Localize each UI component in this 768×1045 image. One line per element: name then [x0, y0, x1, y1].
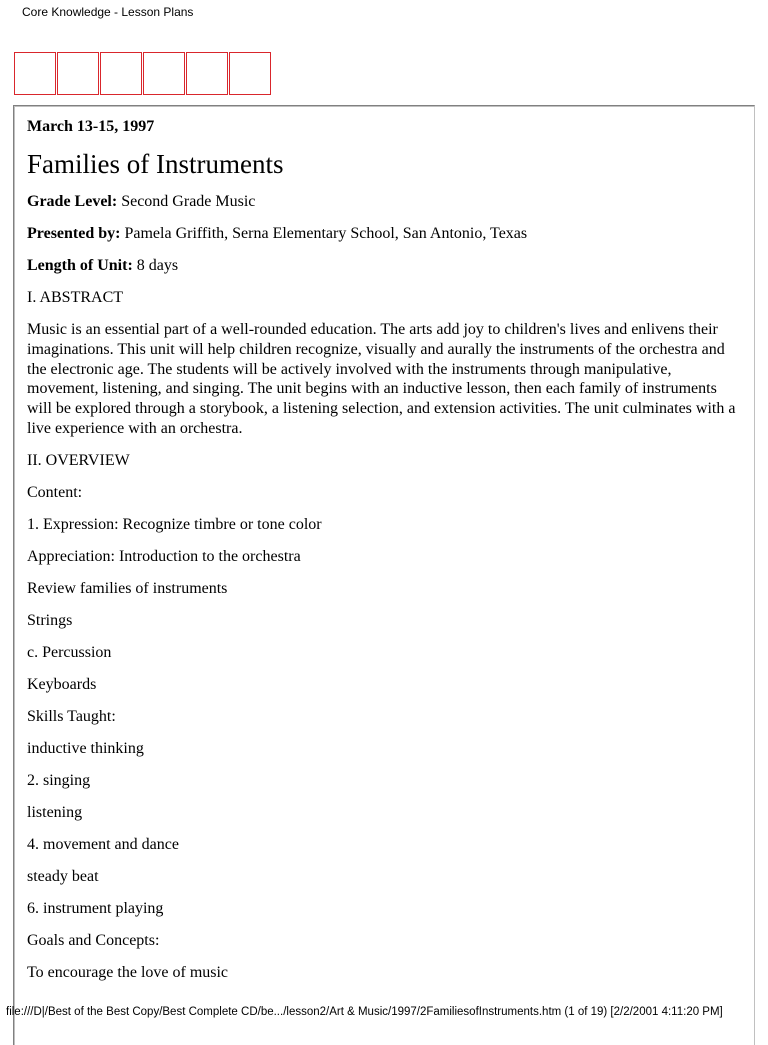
nav-button-5[interactable] — [186, 52, 228, 95]
grade-level — [27, 192, 739, 212]
lesson-title: Families of Instruments — [27, 149, 284, 179]
nav-button-2[interactable] — [57, 52, 99, 95]
presented-by-label: Presented by: — [27, 225, 121, 242]
overview-line: Skills Taught: — [27, 707, 116, 725]
print-footer-url: file:///D|/Best of the Best Copy/Best Complete CD/be.../lesson2/Art & Music/1997/2FamiliesofInstruments.htm (1 of 19) [2/2/2001 4:11:20 PM] — [6, 1006, 723, 1018]
overview-line: 2. singing — [27, 771, 91, 789]
nav-button-6[interactable] — [229, 52, 271, 95]
abstract-heading: I. ABSTRACT — [27, 289, 124, 306]
nav-button-4[interactable] — [143, 52, 185, 95]
presented-by-value: Pamela Griffith, Serna Elementary School, San Antonio, Texas — [124, 225, 528, 242]
overview-line: Keyboards — [27, 675, 97, 693]
print-header: Core Knowledge - Lesson Plans — [22, 5, 194, 19]
overview-line: 6. instrument playing — [27, 899, 164, 917]
overview-line: c. Percussion — [27, 643, 112, 661]
nav-button-bar — [14, 52, 272, 95]
grade-level-label: Grade Level: — [27, 193, 118, 210]
overview-line: Strings — [27, 611, 73, 629]
overview-line: inductive thinking — [27, 739, 144, 757]
presented-by — [27, 224, 739, 244]
overview-line: Review families of instruments — [27, 579, 228, 597]
overview-line: To encourage the love of music — [27, 963, 229, 981]
overview-line: Content: — [27, 483, 83, 501]
overview-line: listening — [27, 803, 83, 821]
overview-line: Appreciation: Introduction to the orchestra — [27, 547, 301, 565]
overview-line: steady beat — [27, 867, 99, 885]
length-of-unit-value: 8 days — [136, 257, 179, 274]
nav-button-1[interactable] — [14, 52, 56, 95]
lesson-content — [27, 118, 739, 995]
overview-heading: II. OVERVIEW — [27, 451, 130, 469]
overview-line: Goals and Concepts: — [27, 931, 160, 949]
lesson-date: March 13-15, 1997 — [27, 118, 155, 135]
length-of-unit — [27, 256, 739, 276]
overview-line: 1. Expression: Recognize timbre or tone color — [27, 515, 322, 533]
nav-button-3[interactable] — [100, 52, 142, 95]
abstract-text: Music is an essential part of a well-rounded education. The arts add joy to children's lives and enlivens their imaginations. This unit will help children recognize, visually and aurally the instruments of the orchestra and the electronic age. The students will be actively involved with the instruments through manipulative, movement, listening, and singing. The unit begins with an inductive lesson, then each family of instruments will be explored through a storybook, a listening selection, and extension activities. The unit culminates with a live experience with an orchestra. — [27, 321, 736, 437]
overview-line: 4. movement and dance — [27, 835, 179, 853]
grade-level-value: Second Grade Music — [121, 193, 256, 210]
length-of-unit-label: Length of Unit: — [27, 257, 133, 274]
